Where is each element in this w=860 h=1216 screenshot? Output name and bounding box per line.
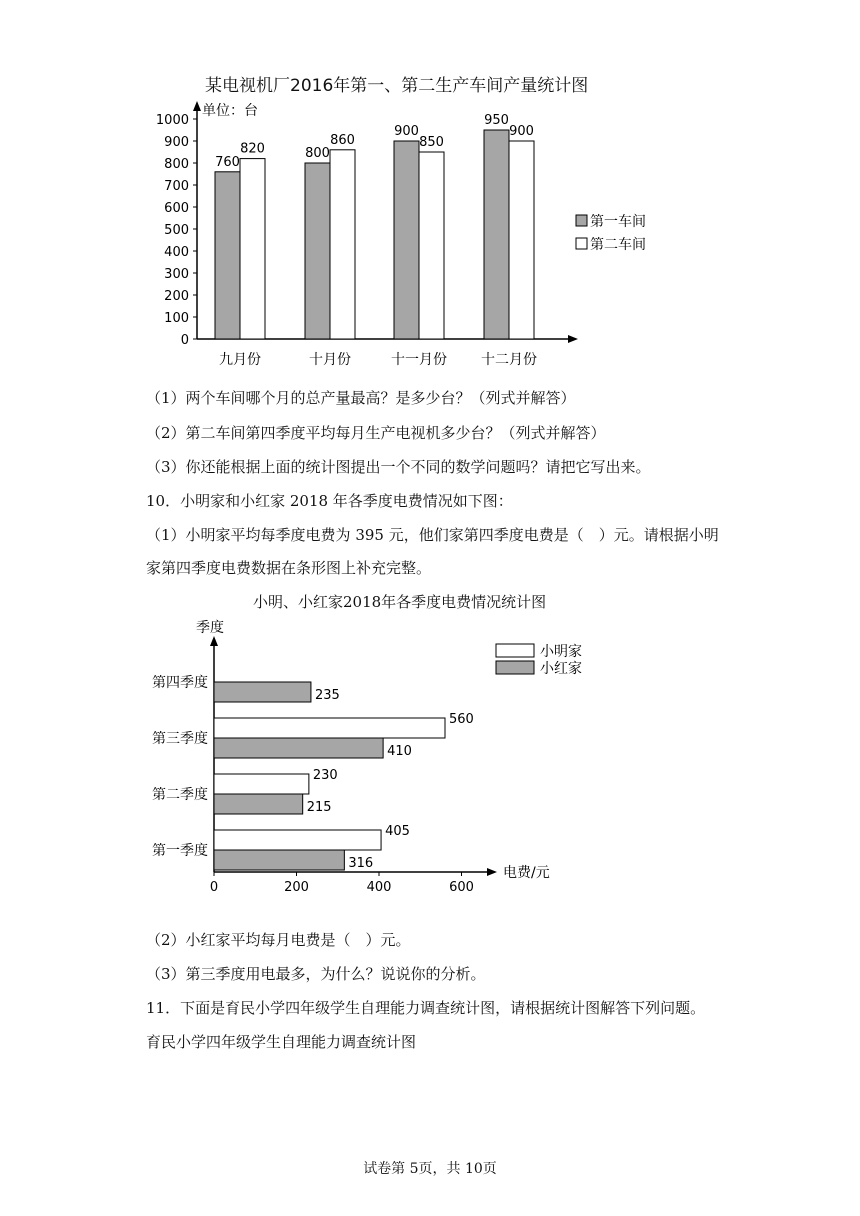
bar-workshop1 (394, 141, 419, 339)
legend-swatch (576, 238, 587, 249)
bar-value-label: 900 (394, 124, 419, 139)
y-tick-label: 700 (164, 179, 189, 194)
bar-value-label: 860 (330, 132, 355, 148)
y-axis-arrow (210, 636, 218, 646)
y-axis-arrow (193, 101, 201, 111)
y-tick-label: 第三季度 (152, 731, 208, 747)
bar-value-label: 950 (484, 113, 509, 128)
y-tick-label: 800 (164, 157, 189, 172)
bar-xiaohong (214, 850, 344, 870)
bar-xiaohong (214, 794, 303, 814)
bar-value-label: 560 (449, 712, 474, 727)
q9-sub2: （2）第二车间第四季度平均每月生产电视机多少台？（列式并解答） (146, 424, 606, 442)
bar-xiaoming (214, 830, 381, 850)
legend-swatch (576, 215, 587, 226)
y-tick-label: 0 (180, 333, 189, 348)
y-tick-label: 第二季度 (152, 787, 208, 803)
y-tick-label: 1000 (155, 113, 189, 128)
y-axis-label: 季度 (196, 620, 224, 636)
q10-sub3: （3）第三季度用电最多，为什么？说说你的分析。 (146, 965, 486, 983)
q9-sub3: （3）你还能根据上面的统计图提出一个不同的数学问题吗？请把它写出来。 (146, 458, 651, 476)
bar-value-label: 230 (312, 768, 338, 783)
legend-label: 第二车间 (590, 237, 646, 253)
y-tick-label: 600 (164, 201, 189, 216)
x-tick-label: 600 (449, 880, 474, 895)
x-axis-arrow (568, 335, 578, 343)
bar-workshop2 (240, 159, 265, 339)
bar-value-label: 900 (509, 124, 534, 139)
bar-value-label: 215 (306, 800, 332, 815)
bar-workshop1 (305, 163, 330, 339)
q10-sub1-line1: （1）小明家平均每季度电费为 395 元，他们家第四季度电费是（ ）元。请根据小明 (146, 526, 719, 544)
x-tick-label: 0 (209, 880, 219, 895)
q10-sub2: （2）小红家平均每月电费是（ ）元。 (146, 931, 411, 949)
chart1-bar-chart (140, 95, 646, 375)
q10-intro: 10．小明家和小红家 2018 年各季度电费情况如下图： (146, 492, 513, 510)
bar-workshop2 (419, 152, 444, 339)
chart1-title: 某电视机厂2016年第一、第二生产车间产量统计图 (205, 76, 589, 96)
bar-value-label: 405 (385, 824, 410, 839)
y-tick-label: 300 (164, 267, 189, 282)
y-unit-label: 单位：台 (202, 103, 258, 119)
bar-workshop1 (484, 130, 509, 339)
x-axis-arrow (487, 868, 497, 876)
bar-value-label: 850 (419, 135, 444, 150)
legend-label: 第一车间 (590, 214, 646, 230)
legend-label: 小明家 (540, 644, 582, 660)
y-tick-label: 第一季度 (152, 843, 208, 859)
chart2-title: 小明、小红家2018年各季度电费情况统计图 (253, 593, 547, 611)
bar-xiaoming (214, 774, 309, 794)
bar-value-label: 316 (348, 856, 374, 871)
q11-caption: 育民小学四年级学生自理能力调查统计图 (146, 1033, 417, 1051)
bar-workshop1 (215, 172, 240, 339)
bar-workshop2 (509, 141, 534, 339)
x-tick-label: 十月份 (309, 352, 351, 368)
y-tick-label: 200 (164, 289, 189, 304)
y-tick-label: 第四季度 (152, 675, 208, 691)
legend-swatch (496, 644, 534, 657)
bar-value-label: 760 (215, 154, 240, 170)
bar-value-label: 800 (305, 146, 330, 161)
y-tick-label: 900 (164, 135, 189, 150)
q9-sub1: （1）两个车间哪个月的总产量最高？是多少台？（列式并解答） (146, 389, 576, 407)
bar-workshop2 (330, 150, 355, 339)
y-tick-label: 500 (164, 223, 189, 238)
q11-intro: 11．下面是育民小学四年级学生自理能力调查统计图，请根据统计图解答下列问题。 (146, 999, 706, 1017)
page-footer: 试卷第 5页，共 10页 (363, 1161, 497, 1177)
x-tick-label: 200 (284, 880, 309, 895)
bar-value-label: 235 (314, 688, 340, 703)
chart2-bar-chart (140, 614, 580, 914)
x-tick-label: 十二月份 (481, 352, 537, 368)
q10-sub1-line2: 家第四季度电费数据在条形图上补充完整。 (146, 559, 432, 577)
legend-swatch (496, 661, 534, 674)
bar-value-label: 410 (387, 744, 412, 759)
x-tick-label: 400 (366, 880, 392, 895)
y-tick-label: 100 (164, 311, 189, 326)
y-tick-label: 400 (164, 245, 189, 260)
bar-xiaohong (214, 738, 383, 758)
bar-value-label: 820 (240, 141, 265, 157)
x-tick-label: 九月份 (219, 352, 261, 368)
bar-xiaoming (214, 718, 445, 738)
x-axis-label: 电费/元 (503, 865, 550, 881)
x-tick-label: 十一月份 (391, 352, 447, 368)
bar-xiaohong (214, 682, 311, 702)
legend-label: 小红家 (540, 661, 582, 677)
